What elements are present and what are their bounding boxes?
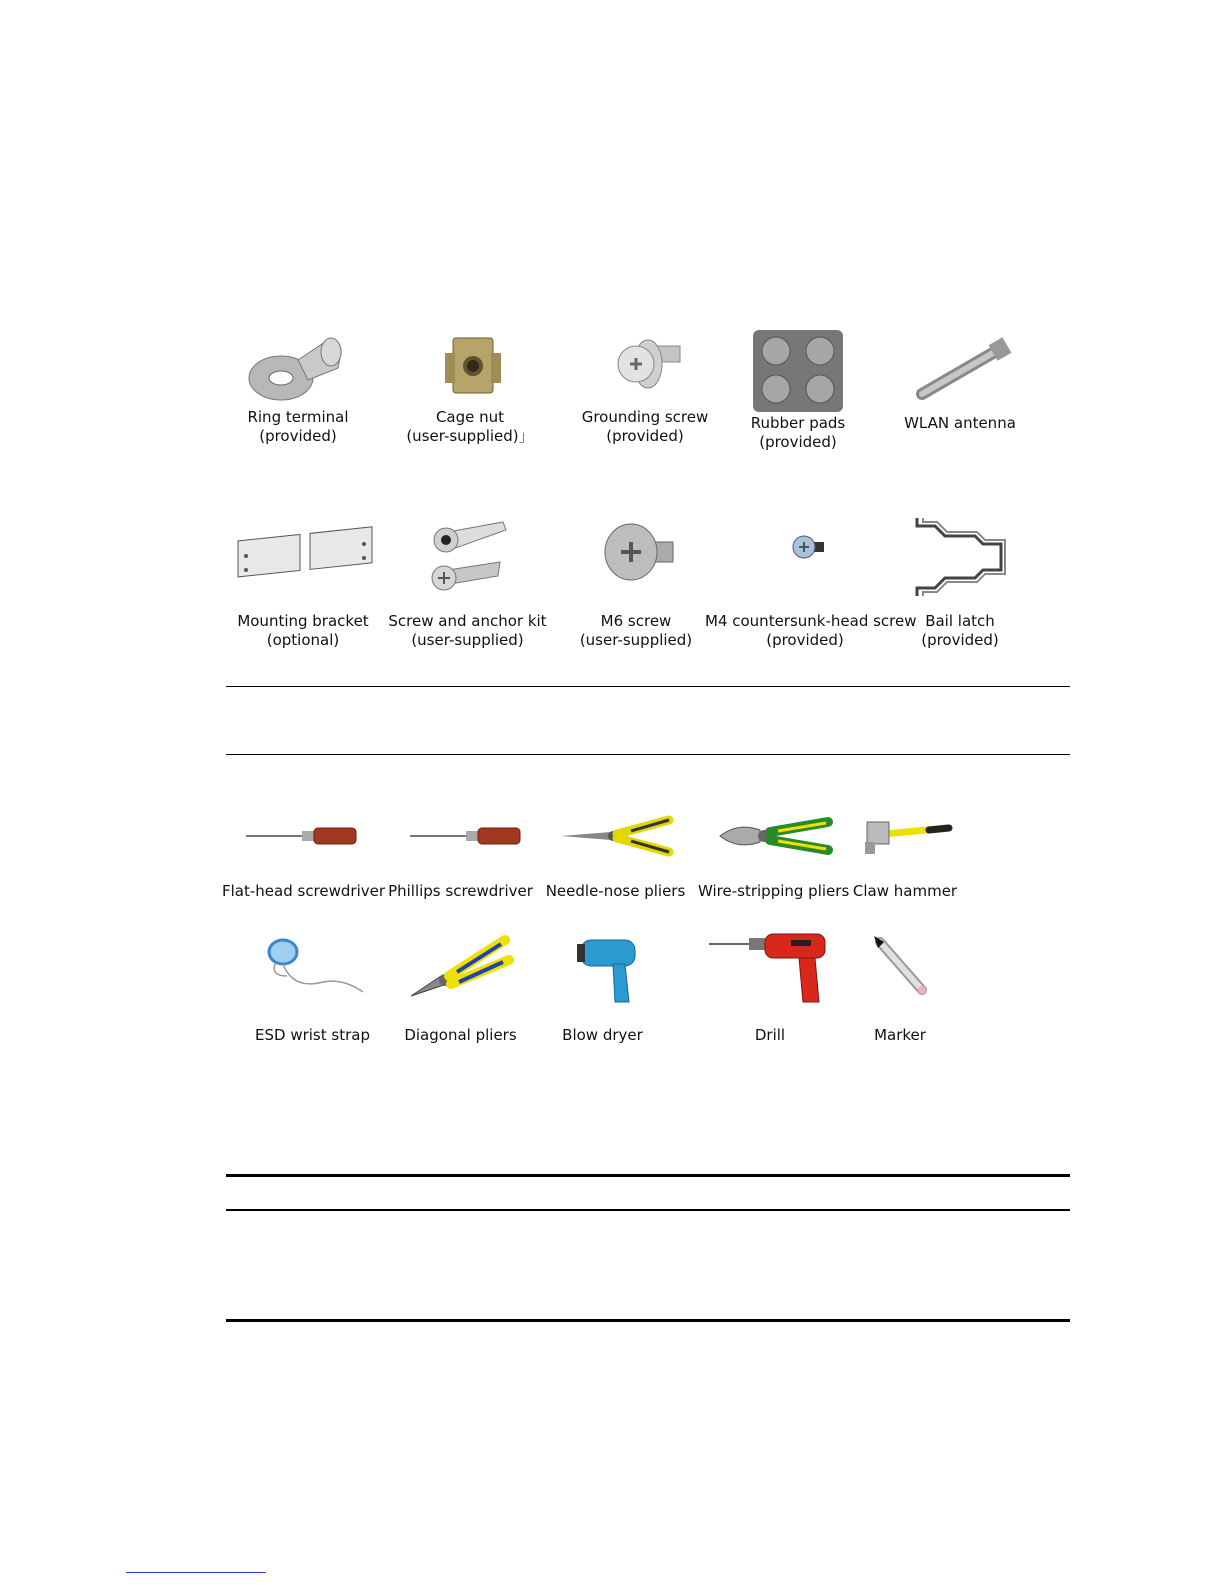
drill-icon — [705, 930, 835, 1010]
tool-flat-head-screwdriver — [222, 812, 386, 901]
accessory-grounding-screw — [565, 328, 725, 446]
accessory-label-10: Bail latch — [925, 612, 995, 630]
tool-label-9: Drill — [754, 1026, 786, 1044]
tool-phillips-screwdriver — [388, 812, 533, 901]
tool-drill — [700, 930, 840, 1045]
blow-dryer-icon — [553, 930, 653, 1010]
note-table-top-rule — [226, 1174, 1070, 1177]
ring-terminal-icon — [243, 328, 353, 408]
accessory-sublabel-4: (provided) — [759, 433, 837, 451]
m4-countersunk-screw-icon — [750, 512, 860, 612]
note-table-bottom-rule — [226, 1319, 1070, 1322]
needle-nose-pliers-icon — [551, 812, 681, 862]
accessory-label-5: WLAN antenna — [904, 414, 1016, 432]
accessory-sublabel-3: (provided) — [606, 427, 684, 445]
accessory-label-3: Grounding screw — [581, 408, 709, 426]
accessory-sublabel-6: (optional) — [266, 631, 340, 649]
accessory-label-4: Rubber pads — [750, 414, 846, 432]
accessory-wlan-antenna — [880, 328, 1040, 433]
accessory-label-8: M6 screw — [600, 612, 672, 630]
tool-blow-dryer — [540, 930, 665, 1045]
note-table-mid-rule — [226, 1209, 1070, 1211]
tool-label-3: Needle-nose pliers — [545, 882, 686, 900]
footer-link-underline[interactable] — [126, 1572, 266, 1573]
accessory-sublabel-10: (provided) — [921, 631, 999, 649]
tool-claw-hammer — [850, 812, 960, 901]
tool-marker — [850, 930, 950, 1045]
m6-screw-icon — [581, 512, 691, 612]
accessory-m4-countersunk-screw — [705, 512, 917, 650]
table-rule-top — [226, 686, 1070, 687]
tool-label-5: Claw hammer — [852, 882, 958, 900]
tool-label-8: Blow dryer — [562, 1026, 643, 1044]
mounting-bracket-icon — [228, 512, 378, 612]
accessory-m6-screw — [556, 512, 716, 650]
accessory-label-6: Mounting bracket — [237, 612, 369, 630]
cage-nut-icon — [415, 328, 525, 408]
tool-label-4: Wire-stripping pliers — [698, 882, 850, 900]
tool-needle-nose-pliers — [543, 812, 688, 901]
claw-hammer-icon — [855, 812, 955, 862]
tool-esd-wrist-strap — [240, 930, 385, 1045]
accessory-sublabel-1: (provided) — [259, 427, 337, 445]
wire-stripping-pliers-icon — [708, 812, 838, 862]
accessory-mounting-bracket — [218, 512, 388, 650]
marker-icon — [860, 930, 940, 1010]
accessory-label-2: Cage nut — [435, 408, 505, 426]
grounding-screw-icon — [590, 328, 700, 408]
esd-wrist-strap-icon — [253, 930, 373, 1010]
accessory-sublabel-9: (provided) — [766, 631, 844, 649]
accessory-cage-nut — [390, 328, 550, 446]
accessory-ring-terminal — [218, 328, 378, 446]
tool-label-2: Phillips screwdriver — [388, 882, 533, 900]
diagonal-pliers-icon — [401, 930, 521, 1010]
table-rule-bottom — [226, 754, 1070, 755]
accessory-label-9: M4 countersunk-head screw — [705, 612, 917, 630]
accessory-rubber-pads — [718, 328, 878, 452]
bail-latch-icon — [905, 512, 1015, 612]
tool-label-7: Diagonal pliers — [404, 1026, 517, 1044]
tool-label-10: Marker — [874, 1026, 926, 1044]
tool-wire-stripping-pliers — [698, 812, 848, 901]
screw-anchor-kit-icon — [408, 512, 528, 612]
accessory-screw-anchor-kit — [385, 512, 550, 650]
rubber-pads-icon — [743, 328, 853, 414]
accessory-label-1: Ring terminal — [247, 408, 349, 426]
accessory-sublabel-2: (user-supplied)」 — [406, 427, 534, 445]
flat-head-screwdriver-icon — [232, 812, 362, 862]
accessory-label-7: Screw and anchor kit — [388, 612, 547, 630]
accessory-sublabel-7: (user-supplied) — [411, 631, 524, 649]
tool-label-1: Flat-head screwdriver — [222, 882, 386, 900]
wlan-antenna-icon — [900, 328, 1020, 414]
tool-diagonal-pliers — [388, 930, 533, 1045]
phillips-screwdriver-icon — [396, 812, 526, 862]
accessory-bail-latch — [880, 512, 1040, 650]
tool-label-6: ESD wrist strap — [255, 1026, 370, 1044]
accessory-sublabel-8: (user-supplied) — [579, 631, 693, 649]
